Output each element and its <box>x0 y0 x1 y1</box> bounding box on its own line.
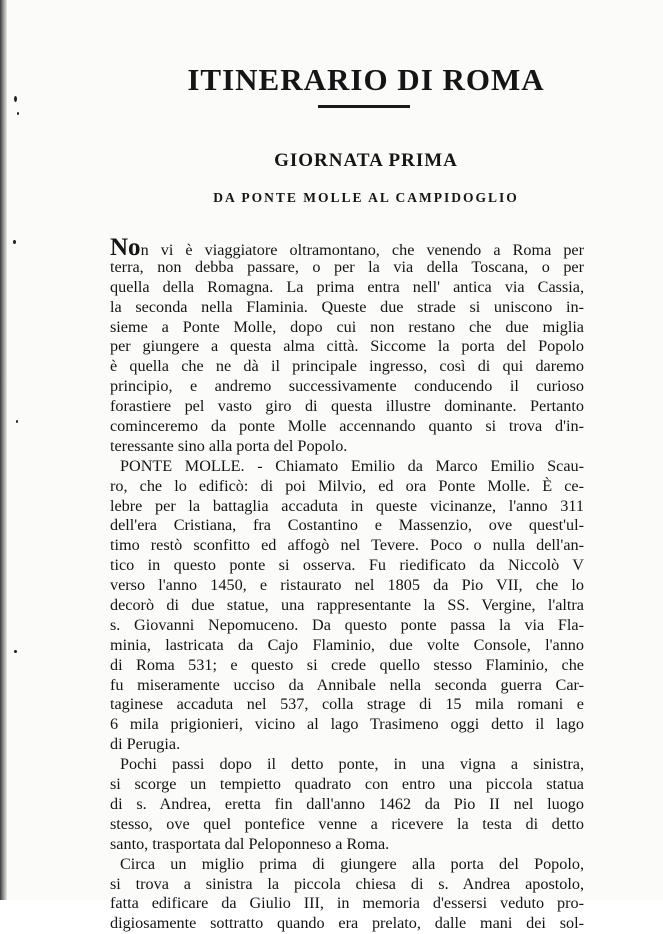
text-line: tico in questo ponte si osserva. Fu riedificato da Niccolò V <box>110 556 584 575</box>
text-line: santo, trasportata dal Peloponneso a Roma. <box>110 834 390 853</box>
text-line: minia, lastricata da Cajo Flaminio, due volte Console, l'anno <box>110 635 584 654</box>
text-line: si scorge un tempietto quadrato con entro una piccola statua <box>110 775 584 794</box>
text-line: ro, che lo edificò: di poi Milvio, ed ora Ponte Molle. È ce- <box>110 476 584 495</box>
title-underline-rule <box>318 105 410 108</box>
text-line: Non vi è viaggiatore oltramontano, che venendo a Roma per <box>110 234 584 261</box>
text-line: fu miseramente ucciso da Annibale nella seconda guerra Car- <box>110 675 584 694</box>
body-text <box>110 234 584 934</box>
book-spine-shadow <box>0 0 7 900</box>
text-line: teressante sino alla porta del Popolo. <box>110 436 348 455</box>
text-line: di Perugia. <box>110 735 181 754</box>
drop-cap: No <box>110 234 141 261</box>
text-line: verso l'anno 1450, e ristaurato nel 1805 da Pio VII, che lo <box>110 576 584 595</box>
text-line: si trova a sinistra la piccola chiesa di s. Andrea apostolo, <box>110 874 584 893</box>
ink-speck <box>16 420 18 423</box>
ink-speck <box>14 650 17 653</box>
text-line: di Roma 531; e questo si crede quello stesso Flaminio, che <box>110 655 584 674</box>
text-line: principio, e andremo successivamente conducendo il curioso <box>110 377 584 396</box>
text-line: la seconda nella Flaminia. Queste due strade si uniscono in- <box>110 297 584 316</box>
ink-speck <box>13 240 16 244</box>
text-line: fatta edificare da Giulio III, in memoria d'essersi veduto pro- <box>110 894 584 913</box>
text-line: lebre per la battaglia accaduta in queste vicinanze, l'anno 311 <box>110 496 584 515</box>
text-line: di s. Andrea, eretta fin dall'anno 1462 da Pio II nel luogo <box>110 794 584 813</box>
text-line: digiosamente sottratto quando era prelato, dalle mani dei sol- <box>110 914 584 933</box>
text-line: stesso, ove quel pontefice venne a ricevere la testa di detto <box>110 814 584 833</box>
text-line: timo restò sconfitto ed affogò nel Tevere. Poco o nulla dell'an- <box>110 536 584 555</box>
day-heading: GIORNATA PRIMA <box>274 150 458 171</box>
route-heading: DA PONTE MOLLE AL CAMPIDOGLIO <box>213 190 519 205</box>
text-line: cominceremo da ponte Molle accennando quanto si trova d'in- <box>110 417 584 436</box>
text-line: terra, non debba passare, o per la via della Toscana, o per <box>110 257 584 276</box>
text-line: è quella che ne dà il principale ingresso, così di qui daremo <box>110 357 584 376</box>
page-title: ITINERARIO DI ROMA <box>187 62 545 97</box>
text-line: per giungere a questa alma città. Siccome la porta del Popolo <box>110 337 584 356</box>
ink-speck <box>17 112 19 115</box>
text-line: taginese accaduta nel 537, colla strage di 15 mila romani e <box>110 695 584 714</box>
text-line: quella della Romagna. La prima entra nell' antica via Cassia, <box>110 277 584 296</box>
text-line: dell'era Cristiana, fra Costantino e Massenzio, ove quest'ul- <box>110 516 584 535</box>
text-line: decorò di due statue, una rappresentante la SS. Vergine, l'altra <box>110 596 584 615</box>
text-line: PONTE MOLLE. - Chiamato Emilio da Marco Emilio Scau- <box>120 456 584 475</box>
ink-speck <box>14 96 17 102</box>
text-line: 6 mila prigionieri, vicino al lago Trasimeno oggi detto il lago <box>110 715 584 734</box>
text-line: sieme a Ponte Molle, dopo cui non restano che due miglia <box>110 317 584 336</box>
text-line: Circa un miglio prima di giungere alla porta del Popolo, <box>120 854 584 873</box>
text-line: s. Giovanni Nepomuceno. Da questo ponte passa la via Fla- <box>110 615 584 634</box>
text-line: forastiere pel vasto giro di questa illustre dominante. Pertanto <box>110 397 584 416</box>
text-line: Pochi passi dopo il detto ponte, in una vigna a sinistra, <box>120 755 584 774</box>
